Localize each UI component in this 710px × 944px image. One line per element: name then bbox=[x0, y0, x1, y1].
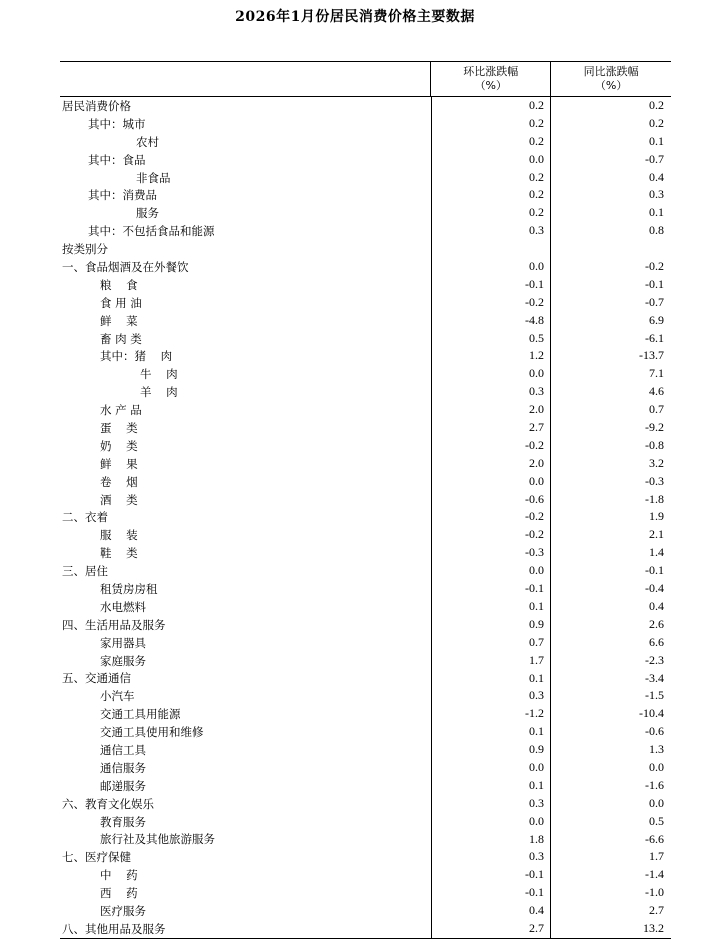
table-row bbox=[60, 115, 671, 133]
mom-value: -0.3 bbox=[431, 544, 550, 562]
table-row bbox=[60, 848, 671, 866]
row-label: 家用器具 bbox=[100, 635, 146, 650]
row-label: 服务 bbox=[136, 206, 159, 221]
table-row bbox=[60, 151, 671, 169]
yoy-value: 0.0 bbox=[550, 795, 670, 813]
mom-value: -0.2 bbox=[431, 294, 550, 312]
table-row bbox=[60, 562, 671, 580]
table-row bbox=[60, 508, 671, 526]
yoy-value: -0.3 bbox=[550, 473, 670, 491]
table-row bbox=[60, 347, 671, 365]
yoy-value: 2.7 bbox=[550, 902, 670, 920]
row-label: 按类别分 bbox=[62, 242, 108, 257]
mom-value: -1.2 bbox=[431, 705, 550, 723]
mom-value: -0.6 bbox=[431, 491, 550, 509]
mom-value: 0.0 bbox=[431, 258, 550, 276]
table-row bbox=[60, 455, 671, 473]
yoy-value: 6.6 bbox=[550, 634, 670, 652]
yoy-value: -0.7 bbox=[550, 294, 670, 312]
row-label: 其中：食品 bbox=[88, 152, 146, 167]
table-row bbox=[60, 902, 671, 920]
row-label: 畜 肉 类 bbox=[100, 331, 142, 346]
mom-value: 0.1 bbox=[431, 670, 550, 688]
table-row bbox=[60, 204, 671, 222]
table-row bbox=[60, 795, 671, 813]
table-row bbox=[60, 670, 671, 688]
table-row bbox=[60, 222, 671, 240]
yoy-value: -1.6 bbox=[550, 777, 670, 795]
row-label: 蛋 类 bbox=[100, 420, 138, 435]
table-row bbox=[60, 437, 671, 455]
mom-value: 0.2 bbox=[431, 169, 550, 187]
yoy-value: 1.3 bbox=[550, 741, 670, 759]
mom-value: 1.2 bbox=[431, 347, 550, 365]
yoy-value: 0.0 bbox=[550, 759, 670, 777]
mom-value: -0.1 bbox=[431, 580, 550, 598]
row-label: 七、医疗保健 bbox=[62, 850, 131, 865]
row-label: 奶 类 bbox=[100, 438, 138, 453]
row-label: 粮 食 bbox=[100, 277, 138, 292]
mom-value: 0.1 bbox=[431, 777, 550, 795]
row-label: 鲜 菜 bbox=[100, 313, 138, 328]
yoy-value: -0.2 bbox=[550, 258, 670, 276]
yoy-value bbox=[550, 240, 670, 258]
yoy-value: 0.4 bbox=[550, 169, 670, 187]
table-row bbox=[60, 365, 671, 383]
table-row bbox=[60, 652, 671, 670]
mom-value: 0.3 bbox=[431, 222, 550, 240]
mom-value: -0.1 bbox=[431, 866, 550, 884]
mom-value: 1.7 bbox=[431, 652, 550, 670]
table-row bbox=[60, 240, 671, 258]
mom-value: 0.3 bbox=[431, 383, 550, 401]
table-row bbox=[60, 634, 671, 652]
row-label: 小汽车 bbox=[100, 689, 135, 704]
row-label: 其中：猪 肉 bbox=[100, 349, 173, 364]
row-label: 医疗服务 bbox=[100, 904, 146, 919]
row-label: 旅行社及其他旅游服务 bbox=[100, 832, 215, 847]
yoy-value: 1.9 bbox=[550, 508, 670, 526]
row-label: 水 产 品 bbox=[100, 403, 142, 418]
mom-value: -0.2 bbox=[431, 508, 550, 526]
table-row bbox=[60, 258, 671, 276]
yoy-value: -0.7 bbox=[550, 151, 670, 169]
row-label: 鲜 果 bbox=[100, 456, 138, 471]
table-row bbox=[60, 705, 671, 723]
row-label: 卷 烟 bbox=[100, 474, 138, 489]
mom-value: 0.0 bbox=[431, 473, 550, 491]
mom-value: -0.2 bbox=[431, 437, 550, 455]
yoy-value: 0.8 bbox=[550, 222, 670, 240]
mom-value: 0.5 bbox=[431, 330, 550, 348]
mom-value: 0.1 bbox=[431, 723, 550, 741]
mom-value: 2.0 bbox=[431, 455, 550, 473]
table-row bbox=[60, 419, 671, 437]
row-label: 教育服务 bbox=[100, 814, 146, 829]
mom-value: 0.3 bbox=[431, 848, 550, 866]
mom-value: 0.7 bbox=[431, 634, 550, 652]
table-row bbox=[60, 294, 671, 312]
row-label: 酒 类 bbox=[100, 492, 138, 507]
row-label: 租赁房房租 bbox=[100, 581, 158, 596]
yoy-value: -2.3 bbox=[550, 652, 670, 670]
mom-value: 0.9 bbox=[431, 741, 550, 759]
mom-value: 0.2 bbox=[431, 97, 550, 115]
row-label: 二、衣着 bbox=[62, 510, 108, 525]
row-label: 中 药 bbox=[100, 868, 138, 883]
header-yoy bbox=[550, 62, 671, 96]
mom-value: 0.9 bbox=[431, 616, 550, 634]
yoy-value: -1.4 bbox=[550, 866, 670, 884]
yoy-value: 0.1 bbox=[550, 204, 670, 222]
yoy-value: 13.2 bbox=[550, 920, 670, 938]
mom-value: 0.0 bbox=[431, 813, 550, 831]
yoy-value: -0.1 bbox=[550, 276, 670, 294]
row-label: 服 装 bbox=[100, 528, 138, 543]
mom-value: 0.3 bbox=[431, 687, 550, 705]
mom-value: 0.0 bbox=[431, 759, 550, 777]
yoy-value: -6.1 bbox=[550, 330, 670, 348]
yoy-value: -0.1 bbox=[550, 562, 670, 580]
yoy-value: -3.4 bbox=[550, 670, 670, 688]
row-label: 三、居住 bbox=[62, 564, 108, 579]
mom-value: 0.3 bbox=[431, 795, 550, 813]
mom-value: 0.0 bbox=[431, 151, 550, 169]
table-row bbox=[60, 598, 671, 616]
yoy-value: 1.7 bbox=[550, 848, 670, 866]
yoy-value: 0.1 bbox=[550, 133, 670, 151]
header-yoy-label: 同比涨跌幅 bbox=[583, 65, 639, 78]
row-label: 家庭服务 bbox=[100, 653, 146, 668]
table-row bbox=[60, 723, 671, 741]
row-label: 牛 肉 bbox=[140, 367, 178, 382]
cpi-table bbox=[60, 61, 671, 939]
table-header bbox=[60, 62, 671, 97]
row-label: 交通工具用能源 bbox=[100, 707, 181, 722]
yoy-value: -1.8 bbox=[550, 491, 670, 509]
table-row bbox=[60, 616, 671, 634]
yoy-value: 4.6 bbox=[550, 383, 670, 401]
yoy-value: 0.4 bbox=[550, 598, 670, 616]
mom-value: 0.0 bbox=[431, 562, 550, 580]
header-yoy-unit: （%） bbox=[594, 79, 628, 92]
row-label: 羊 肉 bbox=[140, 385, 178, 400]
yoy-value: 0.2 bbox=[550, 115, 670, 133]
row-label: 农村 bbox=[136, 134, 159, 149]
table-row bbox=[60, 526, 671, 544]
row-label: 其中：城市 bbox=[88, 116, 146, 131]
table-row bbox=[60, 884, 671, 902]
row-label: 鞋 类 bbox=[100, 546, 138, 561]
table-row bbox=[60, 186, 671, 204]
row-label: 通信服务 bbox=[100, 760, 146, 775]
row-label: 六、教育文化娱乐 bbox=[62, 796, 154, 811]
row-label: 四、生活用品及服务 bbox=[62, 617, 166, 632]
header-label-column bbox=[60, 62, 430, 96]
row-label: 邮递服务 bbox=[100, 778, 146, 793]
table-row bbox=[60, 312, 671, 330]
table-row bbox=[60, 133, 671, 151]
table-row bbox=[60, 276, 671, 294]
yoy-value: 6.9 bbox=[550, 312, 670, 330]
table-row bbox=[60, 491, 671, 509]
yoy-value: 3.2 bbox=[550, 455, 670, 473]
yoy-value: 7.1 bbox=[550, 365, 670, 383]
row-label: 居民消费价格 bbox=[62, 98, 131, 113]
table-row bbox=[60, 97, 671, 115]
page-title: 2026年1月份居民消费价格主要数据 bbox=[235, 9, 475, 25]
row-label: 其中：不包括食品和能源 bbox=[88, 224, 215, 239]
table-row bbox=[60, 687, 671, 705]
row-label: 一、食品烟酒及在外餐饮 bbox=[62, 259, 189, 274]
yoy-value: 0.5 bbox=[550, 813, 670, 831]
table-row bbox=[60, 580, 671, 598]
mom-value: 0.2 bbox=[431, 133, 550, 151]
mom-value: 1.8 bbox=[431, 831, 550, 849]
mom-value: 0.0 bbox=[431, 365, 550, 383]
mom-value: -0.1 bbox=[431, 884, 550, 902]
table-row bbox=[60, 759, 671, 777]
yoy-value: -9.2 bbox=[550, 419, 670, 437]
row-label: 通信工具 bbox=[100, 743, 146, 757]
table-row bbox=[60, 831, 671, 849]
header-mom-unit: （%） bbox=[474, 79, 508, 92]
yoy-value: -13.7 bbox=[550, 347, 670, 365]
mom-value: 0.2 bbox=[431, 204, 550, 222]
table-row bbox=[60, 813, 671, 831]
yoy-value: -6.6 bbox=[550, 831, 670, 849]
row-label: 五、交通通信 bbox=[62, 671, 131, 686]
mom-value: 0.1 bbox=[431, 598, 550, 616]
mom-value: 2.0 bbox=[431, 401, 550, 419]
mom-value: 0.2 bbox=[431, 186, 550, 204]
yoy-value: -0.4 bbox=[550, 580, 670, 598]
row-label: 西 药 bbox=[100, 886, 138, 901]
mom-value bbox=[431, 240, 550, 258]
mom-value: 2.7 bbox=[431, 419, 550, 437]
table-row bbox=[60, 866, 671, 884]
row-label: 其中：消费品 bbox=[88, 188, 157, 203]
row-label: 食 用 油 bbox=[100, 295, 142, 310]
table-row bbox=[60, 741, 671, 759]
header-mom bbox=[430, 62, 550, 96]
yoy-value: -1.0 bbox=[550, 884, 670, 902]
mom-value: -0.2 bbox=[431, 526, 550, 544]
yoy-value: -0.6 bbox=[550, 723, 670, 741]
table-row bbox=[60, 473, 671, 491]
header-mom-label: 环比涨跌幅 bbox=[463, 65, 519, 78]
yoy-value: -0.8 bbox=[550, 437, 670, 455]
mom-value: 0.2 bbox=[431, 115, 550, 133]
table-row bbox=[60, 330, 671, 348]
yoy-value: -10.4 bbox=[550, 705, 670, 723]
yoy-value: 1.4 bbox=[550, 544, 670, 562]
table-row bbox=[60, 920, 671, 938]
table-body bbox=[60, 97, 671, 938]
table-row bbox=[60, 169, 671, 187]
table-row bbox=[60, 401, 671, 419]
yoy-value: 0.7 bbox=[550, 401, 670, 419]
yoy-value: 0.2 bbox=[550, 97, 670, 115]
mom-value: 0.4 bbox=[431, 902, 550, 920]
yoy-value: 2.6 bbox=[550, 616, 670, 634]
table-row bbox=[60, 777, 671, 795]
table-row bbox=[60, 544, 671, 562]
mom-value: -0.1 bbox=[431, 276, 550, 294]
row-label: 八、其他用品及服务 bbox=[62, 921, 166, 936]
mom-value: -4.8 bbox=[431, 312, 550, 330]
yoy-value: -1.5 bbox=[550, 687, 670, 705]
row-label: 非食品 bbox=[136, 170, 171, 185]
row-label: 水电燃料 bbox=[100, 599, 146, 614]
yoy-value: 2.1 bbox=[550, 526, 670, 544]
table-row bbox=[60, 383, 671, 401]
row-label: 交通工具使用和维修 bbox=[100, 725, 204, 740]
mom-value: 2.7 bbox=[431, 920, 550, 938]
yoy-value: 0.3 bbox=[550, 186, 670, 204]
